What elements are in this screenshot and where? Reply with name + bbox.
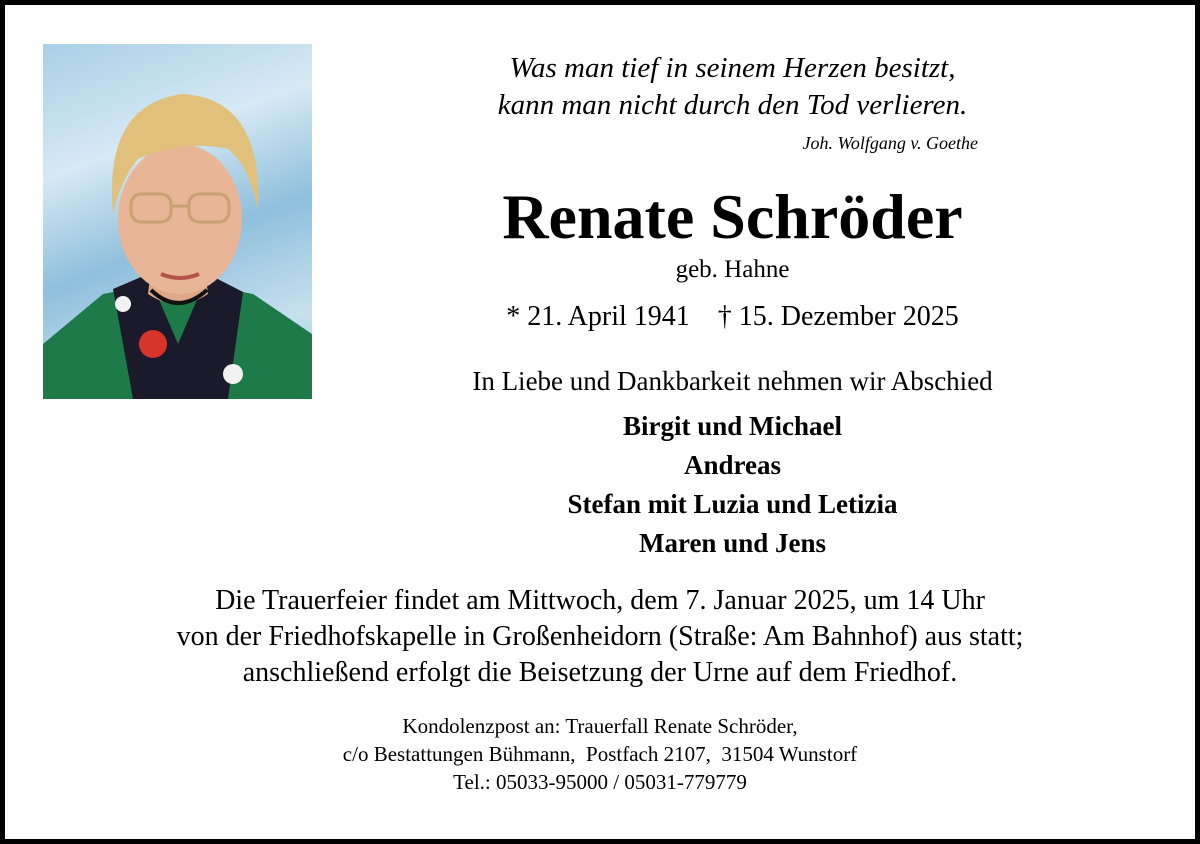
mourner-entry: Birgit und Michael: [622, 411, 842, 441]
condolence-line: c/o Bestattungen Bühmann, Postfach 2107, 31504 Wunstorf: [342, 742, 858, 766]
condolence-phone: Tel.: 05033-95000 / 05031-779779: [453, 770, 747, 794]
farewell-text: In Liebe und Dankbarkeit nehmen wir Abschied: [472, 366, 993, 396]
portrait-photo: [43, 44, 312, 399]
quote-line-2: kann man nicht durch den Tod verlieren.: [497, 89, 968, 121]
life-dates: [400, 299, 1065, 335]
mourner-entry: Andreas: [683, 450, 782, 480]
mourner-entry: Maren und Jens: [638, 528, 827, 558]
ceremony-line: anschließend erfolgt die Beisetzung der Urne auf dem Friedhof.: [242, 657, 958, 688]
condolence-line: Kondolenzpost an: Trauerfall Renate Schröder,: [402, 714, 798, 738]
mourners-list: [400, 407, 1065, 563]
portrait-illustration: [43, 44, 312, 399]
ceremony-info: [20, 583, 1180, 691]
birth-name: geb. Hahne: [675, 256, 790, 283]
deceased-name: Renate Schröder: [502, 181, 963, 252]
quote-author: Joh. Wolfgang v. Goethe: [802, 133, 978, 153]
mourner-entry: Stefan mit Luzia und Letizia: [567, 489, 898, 519]
ceremony-line: Die Trauerfeier findet am Mittwoch, dem 7. Januar 2025, um 14 Uhr: [215, 585, 985, 616]
condolence-address: [20, 712, 1180, 796]
birth-date: * 21. April 1941: [506, 301, 690, 332]
ceremony-line: von der Friedhofskapelle in Großenheidorn (Straße: Am Bahnhof) aus statt;: [176, 621, 1024, 652]
quote-line-1: Was man tief in seinem Herzen besitzt,: [509, 52, 956, 84]
death-date: † 15. Dezember 2025: [717, 301, 959, 332]
